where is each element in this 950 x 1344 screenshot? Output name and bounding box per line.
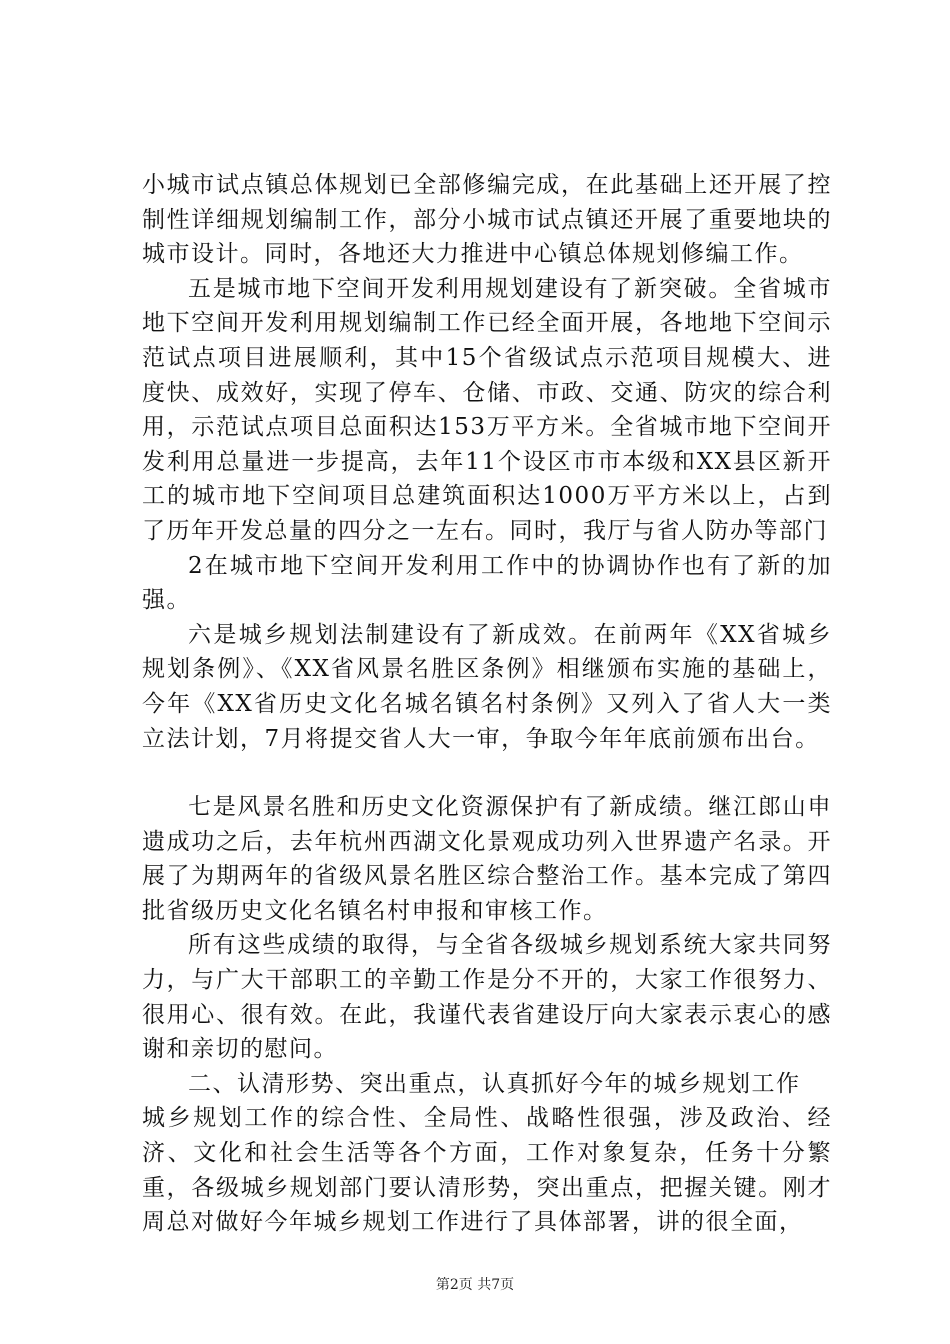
paragraph-heritage-protection: 七是风景名胜和历史文化资源保护有了新成绩。继江郎山申遗成功之后，去年杭州西湖文化景观成功列入世界遗产名录。开展了为期两年的省级风景名胜区综合整治工作。基本完成了第四批省级历史文化名镇名村申报和审核工作。 <box>142 794 832 924</box>
paragraph-legal-construction: 六是城乡规划法制建设有了新成效。在前两年《XX省城乡规划条例》、《XX省风景名胜区条例》相继颁布实施的基础上，今年《XX省历史文化名城名镇名村条例》又列入了省人大一类立法计划，7月将提交省人大一审，争取今年年底前颁布出台。 <box>142 621 832 752</box>
paragraph-spacer <box>142 756 832 790</box>
paragraph-underground-space: 五是城市地下空间开发利用规划建设有了新突破。全省城市地下空间开发利用规划编制工作已经全面开展，各地地下空间示范试点项目进展顺利，其中15个省级试点示范项目规模大、进度快、成效好，实现了停车、仓储、市政、交通、防灾的综合利用，示范试点项目总面积达153万平方米。全省城市地下空间开发利用总量进一步提高，去年11个设区市市本级和XX县区新开工的城市地下空间项目总建筑面积达1000万平方米以上，占到了历年开发总量的四分之一左右。同时，我厅与省人防办等部门 <box>142 275 832 544</box>
paragraph-continuation: 小城市试点镇总体规划已全部修编完成，在此基础上还开展了控制性详细规划编制工作，部分小城市试点镇还开展了重要地块的城市设计。同时，各地还大力推进中心镇总体规划修编工作。 <box>142 172 832 268</box>
document-body <box>142 168 832 1240</box>
paragraph-coordination: 2在城市地下空间开发利用工作中的协调协作也有了新的加强。 <box>142 552 832 614</box>
page-number-footer: 第2页 共7页 <box>435 1277 515 1293</box>
paragraph-acknowledgement: 所有这些成绩的取得，与全省各级城乡规划系统大家共同努力，与广大干部职工的辛勤工作是分不开的，大家工作很努力、很用心、很有效。在此，我谨代表省建设厅向大家表示衷心的感谢和亲切的慰问。 <box>142 932 832 1063</box>
paragraph-planning-work: 城乡规划工作的综合性、全局性、战略性很强，涉及政治、经济、文化和社会生活等各个方面，工作对象复杂，任务十分繁重，各级城乡规划部门要认清形势，突出重点，把握关键。刚才周总对做好今年城乡规划工作进行了具体部署，讲的很全面， <box>142 1105 832 1236</box>
section-heading-two: 二、认清形势、突出重点，认真抓好今年的城乡规划工作 <box>188 1070 801 1097</box>
